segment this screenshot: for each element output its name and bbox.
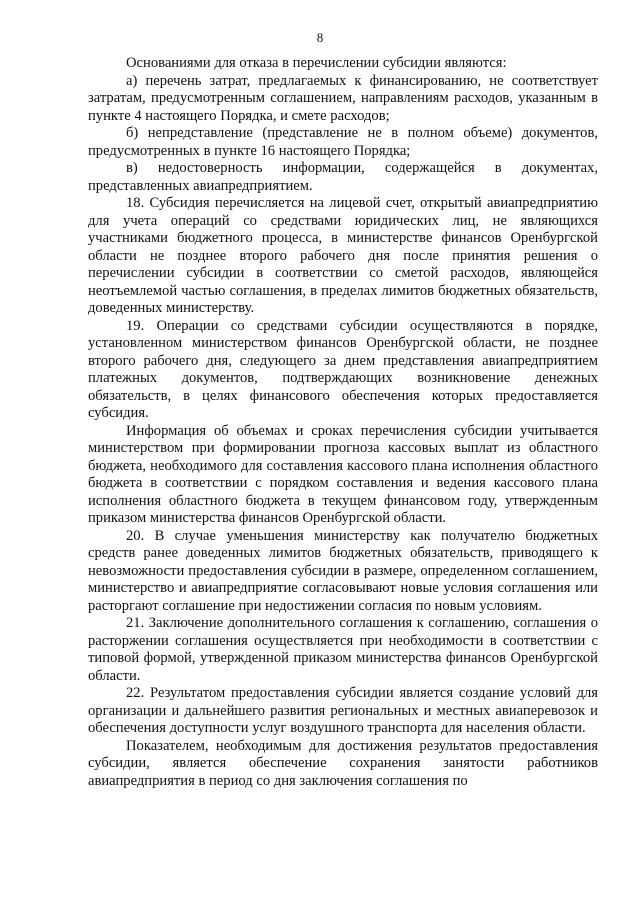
paragraph-item-c: в) недостоверность информации, содержащейся в документах, представленных авиапредприятием. <box>88 160 598 194</box>
paragraph-clause-22: 22. Результатом предоставления субсидии является создание условий для организации и дальнейшего развития региональных и местных авиаперевозок и обеспечения доступности услуг воздушного транспорта для населения области. <box>88 685 598 736</box>
page-body <box>88 55 598 790</box>
paragraph-item-a: а) перечень затрат, предлагаемых к финансированию, не соответствует затратам, предусмотренным соглашением, направлениям расходов, указанным в пункте 4 настоящего Порядка, и смете расходов; <box>88 72 598 124</box>
paragraph-indicator: Показателем, необходимым для достижения результатов предоставления субсидии, является обеспечение сохранения занятости работников авиапредприятия в период со дня заключения соглашения по <box>88 737 598 789</box>
paragraph-clause-21: 21. Заключение дополнительного соглашения к соглашению, соглашения о расторжении соглашения осуществляется при необходимости в соответствии с типовой формой, утвержденной приказом министерства финансов Оренбургской области. <box>88 615 598 684</box>
paragraph-clause-20: 20. В случае уменьшения министерству как получателю бюджетных средств ранее доведенных лимитов бюджетных обязательств, приводящего к невозможности предоставления субсидии в размере, определенном соглашением, министерство и авиапредприятие согласовывают новые условия соглашения или расторгают соглашение при недостижении согласия по новым условиям. <box>88 527 598 614</box>
paragraph-clause-19-info: Информация об объемах и сроках перечисления субсидии учитывается министерством при формировании прогноза кассовых выплат из областного бюджета, необходимого для составления кассового плана исполнения областного бюджета в соответствии с порядком составления и ведения кассового плана исполнения областного бюджета в текущем финансовом году, утвержденным приказом министерства финансов Оренбургской области. <box>88 422 598 526</box>
paragraph-clause-18: 18. Субсидия перечисляется на лицевой счет, открытый авиапредприятию для учета операций со средствами юридических лиц, не являющихся участниками бюджетного процесса, в министерстве финансов Оренбургской области не позднее второго рабочего дня после принятия решения о перечислении субсидии в соответствии со сметой расходов, являющейся неотъемлемой частью соглашения, в пределах лимитов бюджетных обязательств, доведенных министерству. <box>88 195 598 316</box>
paragraph-item-b: б) непредставление (представление не в полном объеме) документов, предусмотренных в пункте 16 настоящего Порядка; <box>88 125 598 159</box>
paragraph-clause-19: 19. Операции со средствами субсидии осуществляются в порядке, установленном министерством финансов Оренбургской области, не позднее второго рабочего дня, следующего за днем представления авиапредприятием платежных документов, подтверждающих возникновение денежных обязательств, в целях финансового обеспечения которых предоставляется субсидия. <box>88 317 598 421</box>
page-number: 8 <box>316 30 324 45</box>
paragraph-refusal-grounds: Основаниями для отказа в перечислении субсидии являются: <box>126 55 507 71</box>
